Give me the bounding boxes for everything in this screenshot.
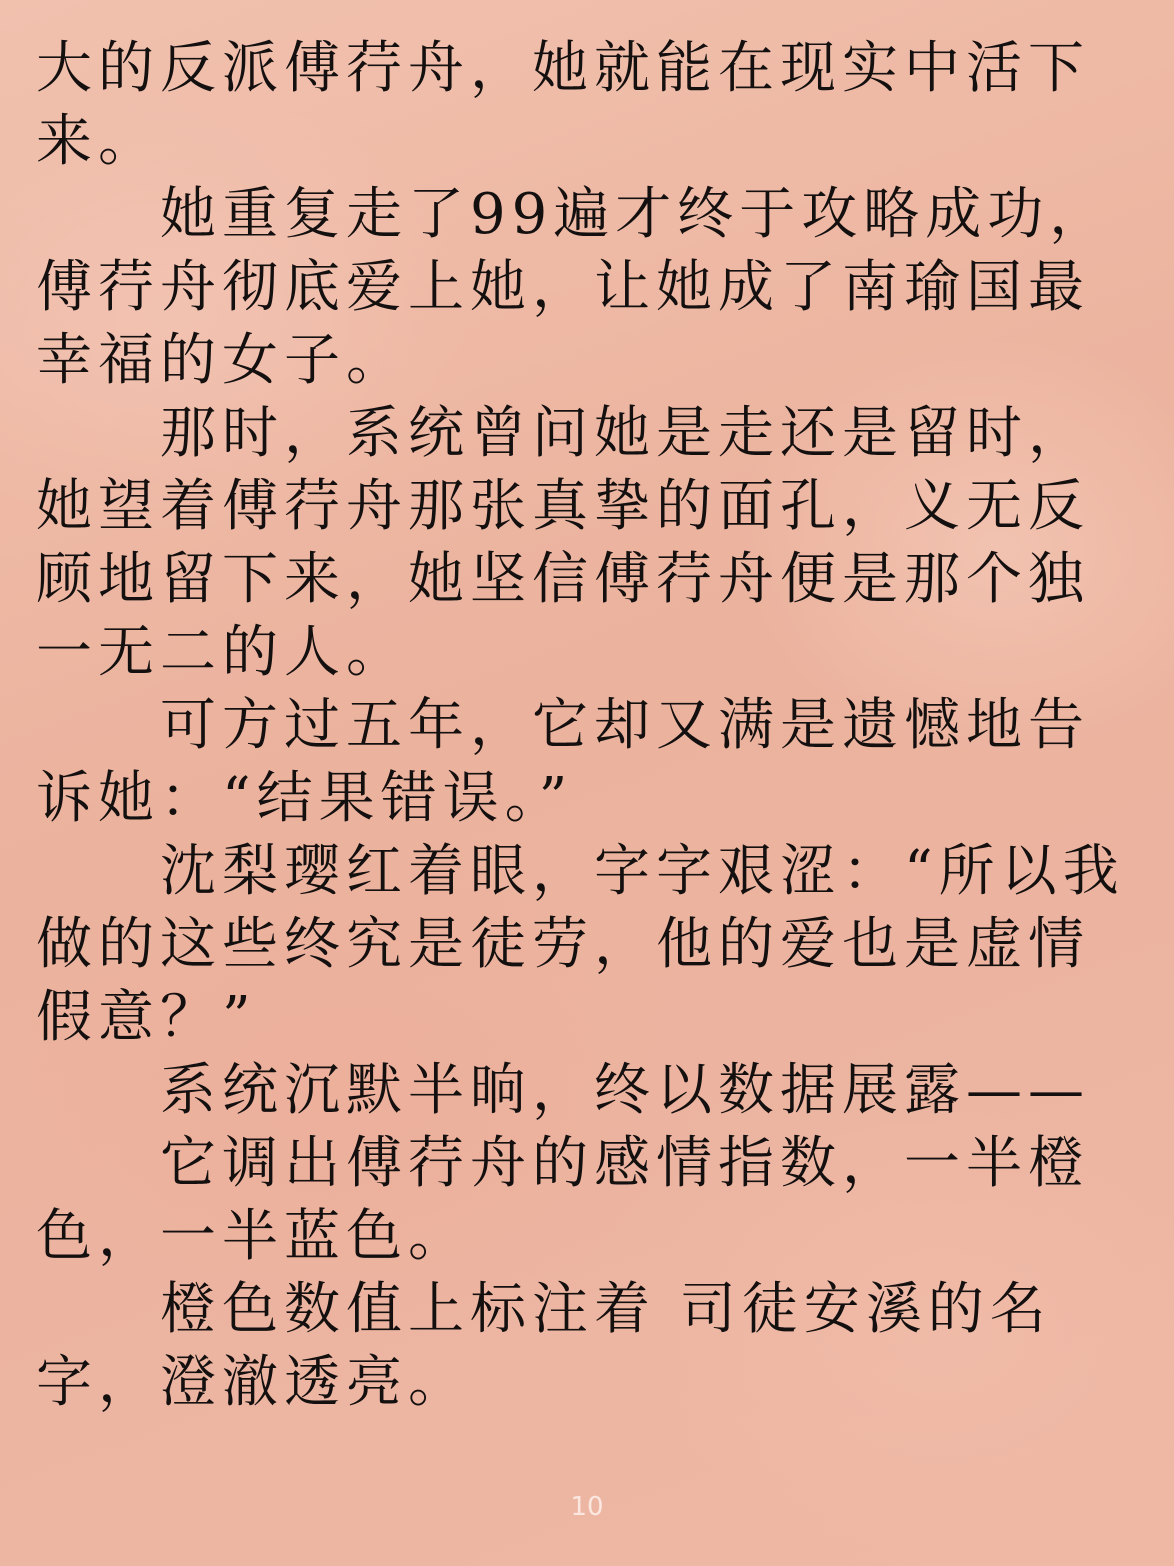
paragraph-8: 橙色数值上标注着 司徒安溪的名字，澄澈透亮。 [36, 1277, 1052, 1415]
paragraph-3: 那时，系统曾问她是走还是留时，她望着傅荇舟那张真挚的面孔，义无反顾地留下来，她坚信傅荇舟便是那个独一无二的人。 [36, 401, 1090, 685]
paragraph-2: 她重复走了99遍才终于攻略成功，傅荇舟彻底爱上她，让她成了南瑜国最幸福的女子。 [36, 182, 1112, 393]
story-text [36, 32, 1136, 1419]
paragraph-6: 系统沉默半晌，终以数据展露—— [160, 1058, 1090, 1123]
paragraph-1: 大的反派傅荇舟，她就能在现实中活下来。 [36, 36, 1090, 174]
paragraph-7: 它调出傅荇舟的感情指数，一半橙色，一半蓝色。 [36, 1131, 1090, 1269]
paragraph-4: 可方过五年，它却又满是遗憾地告诉她：“结果错误。” [36, 693, 1090, 831]
paragraph-5: 沈梨璎红着眼，字字艰涩：“所以我做的这些终究是徒劳，他的爱也是虚情假意？” [36, 839, 1125, 1050]
page-number: 10 [570, 1492, 604, 1522]
